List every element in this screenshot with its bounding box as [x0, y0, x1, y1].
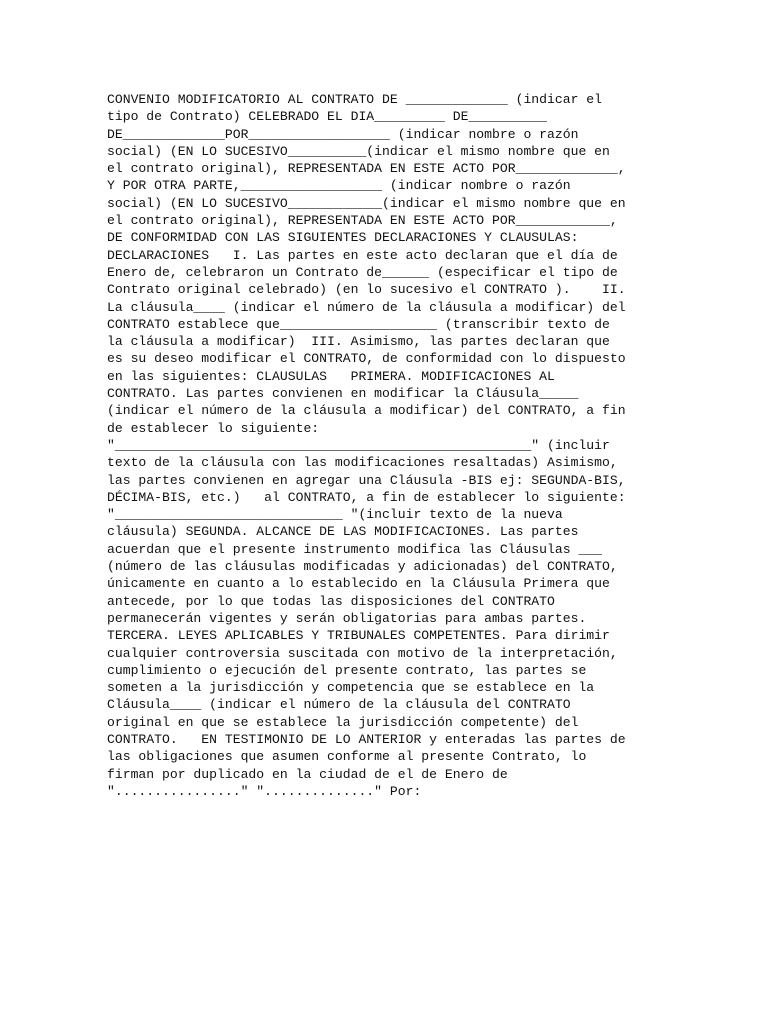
text-line: Contrato original celebrado) (en lo sucesivo el CONTRATO ). II.: [107, 282, 626, 298]
text-line: "................" ".............." Por:: [107, 783, 422, 799]
text-line: social) (EN LO SUCESIVO__________(indicar el mismo nombre que en: [107, 143, 610, 159]
text-line: (número de las cláusulas modificadas y adicionadas) del CONTRATO,: [107, 559, 618, 575]
text-line: la cláusula a modificar) III. Asimismo, las partes declaran que: [107, 334, 610, 350]
text-line: el contrato original), REPRESENTADA EN ESTE ACTO POR____________,: [107, 213, 618, 229]
text-line: CONTRATO. EN TESTIMONIO DE LO ANTERIOR y enteradas las partes de: [107, 731, 626, 747]
text-line: únicamente en cuanto a lo establecido en la Cláusula Primera que: [107, 576, 610, 592]
text-line: CONVENIO MODIFICATORIO AL CONTRATO DE _____________ (indicar el: [107, 92, 603, 107]
text-line: TERCERA. LEYES APLICABLES Y TRIBUNALES COMPETENTES. Para dirimir: [107, 628, 610, 644]
text-line: es su deseo modificar el CONTRATO, de conformidad con lo dispuesto: [107, 351, 626, 367]
text-line: social) (EN LO SUCESIVO____________(indicar el mismo nombre que en: [107, 195, 626, 211]
text-line: de establecer lo siguiente:: [107, 420, 320, 436]
document-body: [107, 91, 667, 800]
text-line: someten a la jurisdicción y competencia que se establece en la: [107, 680, 595, 696]
text-line: acuerdan que el presente instrumento modifica las Cláusulas ___: [107, 541, 603, 557]
text-line: Cláusula____ (indicar el número de la cláusula del CONTRATO: [107, 697, 571, 713]
text-line: Enero de, celebraron un Contrato de______ (especificar el tipo de: [107, 264, 618, 280]
text-line: "_____________________________ "(incluir texto de la nueva: [107, 507, 563, 523]
text-line: "_____________________________________________________" (incluir: [107, 437, 610, 453]
text-line: en las siguientes: CLAUSULAS PRIMERA. MODIFICACIONES AL: [107, 368, 555, 384]
text-line: DECLARACIONES I. Las partes en este acto declaran que el día de: [107, 247, 618, 263]
text-line: CONTRATO establece que____________________ (transcribir texto de: [107, 316, 610, 332]
text-line: Y POR OTRA PARTE,__________________ (indicar nombre o razón: [107, 178, 571, 194]
text-line: cláusula) SEGUNDA. ALCANCE DE LAS MODIFICACIONES. Las partes: [107, 524, 579, 540]
text-line: las obligaciones que asumen conforme al presente Contrato, lo: [107, 749, 587, 765]
text-line: el contrato original), REPRESENTADA EN ESTE ACTO POR_____________,: [107, 161, 626, 177]
text-line: firman por duplicado en la ciudad de el de Enero de: [107, 766, 508, 782]
text-line: antecede, por lo que todas las disposiciones del CONTRATO: [107, 593, 555, 609]
text-line: original en que se establece la jurisdicción competente) del: [107, 714, 579, 730]
text-line: cualquier controversia suscitada con motivo de la interpretación,: [107, 645, 618, 661]
text-line: CONTRATO. Las partes convienen en modificar la Cláusula_____: [107, 386, 579, 402]
text-line: (indicar el número de la cláusula a modificar) del CONTRATO, a fin: [107, 403, 626, 419]
text-line: DÉCIMA-BIS, etc.) al CONTRATO, a fin de establecer lo siguiente:: [107, 489, 626, 505]
text-line: DE CONFORMIDAD CON LAS SIGUIENTES DECLARACIONES Y CLAUSULAS:: [107, 230, 579, 246]
text-line: DE_____________POR__________________ (indicar nombre o razón: [107, 126, 579, 142]
text-line: La cláusula____ (indicar el número de la cláusula a modificar) del: [107, 299, 626, 315]
text-line: las partes convienen en agregar una Cláusula -BIS ej: SEGUNDA-BIS,: [107, 472, 626, 488]
text-line: permanecerán vigentes y serán obligatorias para ambas partes.: [107, 610, 587, 626]
text-line: tipo de Contrato) CELEBRADO EL DIA_________ DE__________: [107, 109, 548, 125]
text-line: texto de la cláusula con las modificaciones resaltadas) Asimismo,: [107, 455, 618, 471]
text-line: cumplimiento o ejecución del presente contrato, las partes se: [107, 662, 587, 678]
